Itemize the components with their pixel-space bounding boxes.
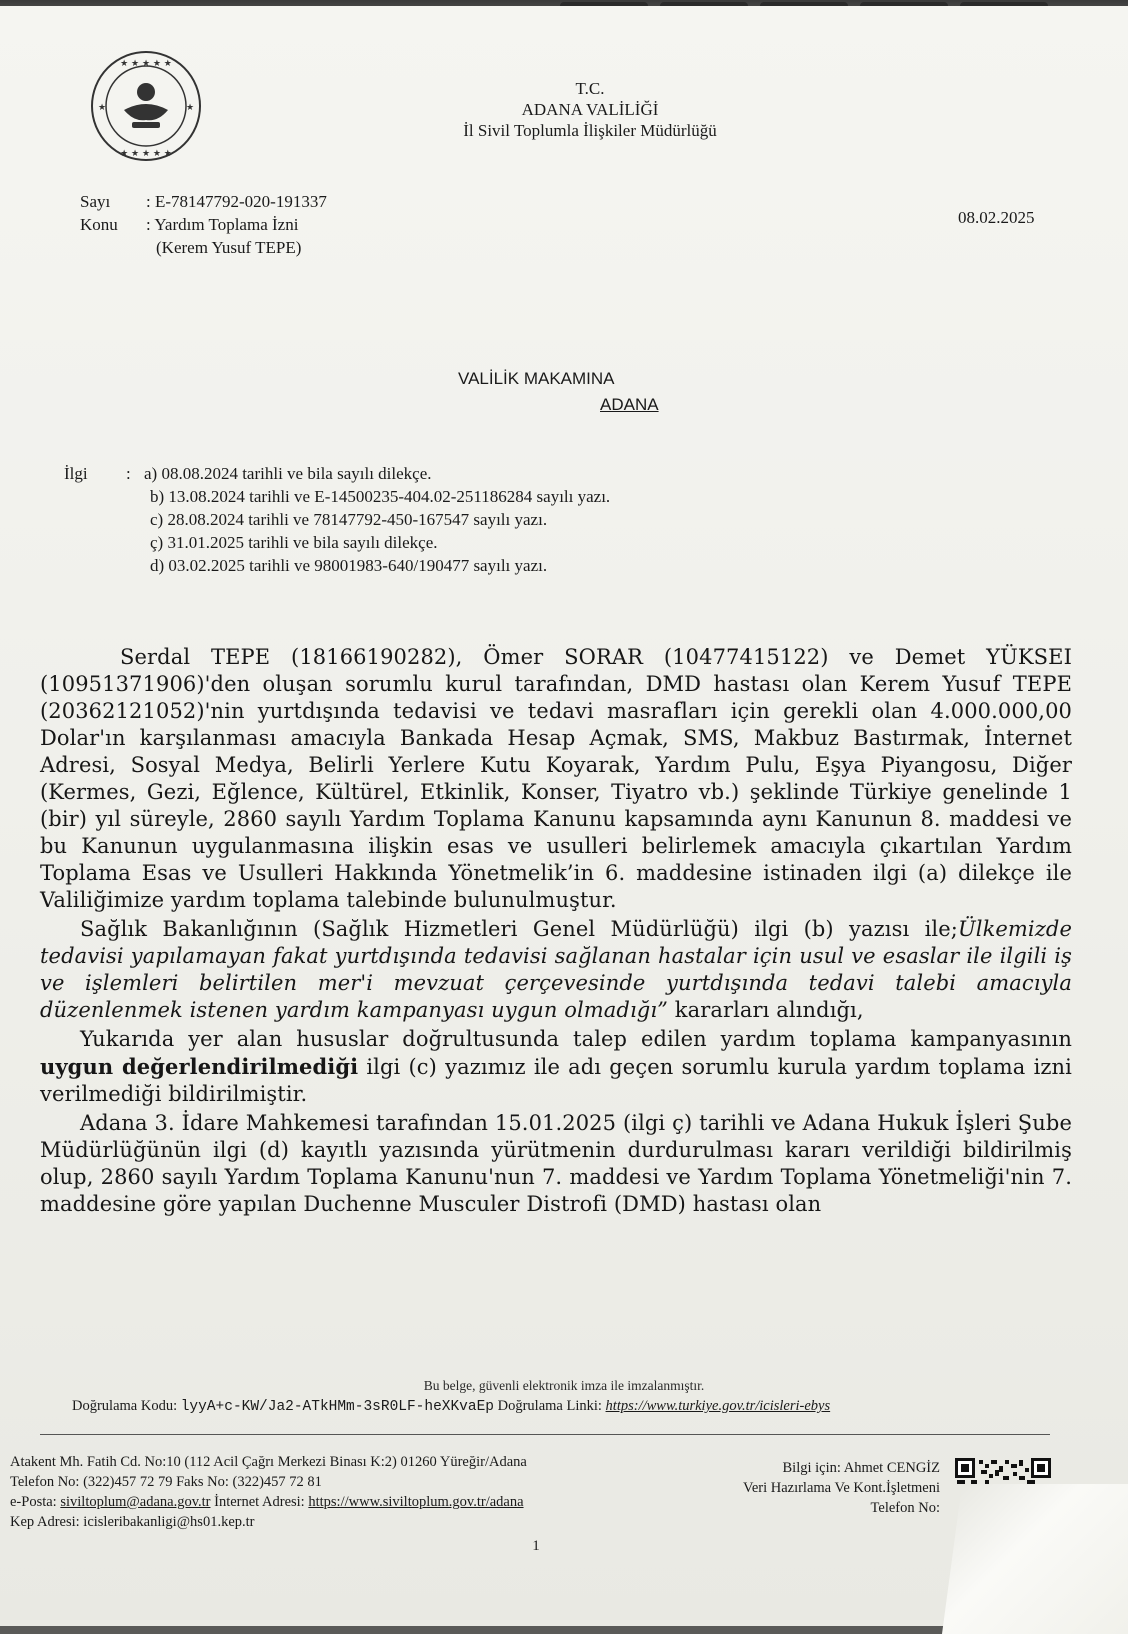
footer-email-web bbox=[10, 1492, 527, 1512]
ilgi-label: İlgi bbox=[64, 464, 88, 483]
footer-address-block bbox=[10, 1452, 527, 1532]
paragraph-3-start: Yukarıda yer alan hususlar doğrultusunda talep edilen yardım toplama kampanyasının bbox=[80, 1027, 1072, 1051]
verify-code-label: Doğrulama Kodu: bbox=[72, 1398, 178, 1414]
reference-item: a) 08.08.2024 tarihli ve bila sayılı dilekçe. bbox=[144, 464, 432, 483]
paragraph-2-end: kararları alındığı, bbox=[667, 998, 864, 1022]
header-directorate: İl Sivil Toplumla İlişkiler Müdürlüğü bbox=[463, 121, 717, 140]
svg-text:★ ★ ★ ★ ★: ★ ★ ★ ★ ★ bbox=[120, 59, 172, 69]
konu-value: : Yardım Toplama İzni bbox=[146, 215, 299, 234]
paragraph-2 bbox=[40, 916, 1072, 1024]
ilgi-colon: : bbox=[126, 464, 131, 483]
footer-divider bbox=[40, 1434, 1050, 1435]
info-person: Bilgi için: Ahmet CENGİZ bbox=[782, 1460, 940, 1476]
verify-link[interactable]: https://www.turkiye.gov.tr/icisleri-ebys bbox=[605, 1398, 831, 1414]
email-label: e-Posta: bbox=[10, 1494, 57, 1510]
svg-text:★: ★ bbox=[186, 103, 195, 113]
reference-item: c) 28.08.2024 tarihli ve 78147792-450-167547 sayılı yazı. bbox=[150, 510, 548, 529]
qr-code-icon bbox=[955, 1458, 1051, 1484]
document-header bbox=[380, 78, 800, 141]
footer-kep: Kep Adresi: icisleribakanligi@hs01.kep.tr bbox=[10, 1514, 255, 1530]
konu-label: Konu bbox=[80, 215, 118, 234]
addressee-city: ADANA bbox=[600, 395, 659, 414]
info-role: Veri Hazırlama Ve Kont.İşletmeni bbox=[742, 1480, 940, 1496]
info-phone: Telefon No: bbox=[870, 1500, 940, 1516]
footer-address: Atakent Mh. Fatih Cd. No:10 (112 Acil Çağrı Merkezi Binası K:2) 01260 Yüreğir/Adana bbox=[10, 1454, 527, 1470]
reference-list bbox=[64, 462, 610, 577]
paragraph-3-bold: uygun değerlendirilmediği bbox=[40, 1054, 359, 1079]
paragraph-1: Serdal TEPE (18166190282), Ömer SORAR (10477415122) ve Demet YÜKSEI (10951371906)'den oluşan sorumlu kurul tarafından, DMD hastası olan Kerem Yusuf TEPE (20362121052)'nin yurtdışında tedavisi ve tedavi masrafları için gerekli olan 4.000.000,00 Dolar'ın karşılanması amacıyla Bankada Hesap Açmak, SMS, Makbuz Bastırmak, İnternet Adresi, Sosyal Medya, Belirli Yerlere Kutu Koyarak, Yardım Pulu, Eşya Piyangosu, Diğer (Kermes, Gezi, Eğlence, Kültürel, Etkinlik, Konser, Tiyatro vb.) şeklinde Türkiye genelinde 1 (bir) yıl süreyle, 2860 sayılı Yardım Toplama Kanunu kapsamında aynı Kanunun 8. maddesi ve bu Kanunun uygulanmasına ilişkin esas ve usulleri belirlemek amacıyla çıkartılan Yardım Toplama Esas ve Usulleri Hakkında Yönetmelik’in 6. maddesine istinaden ilgi (a) dilekçe ile Valiliğimize yardım toplama talebinde bulunulmuştur. bbox=[40, 645, 1072, 912]
paragraph-2-start: Sağlık Bakanlığının (Sağlık Hizmetleri Genel Müdürlüğü) ilgi (b) yazısı ile; bbox=[80, 917, 958, 941]
web-label: İnternet Adresi: bbox=[214, 1494, 305, 1510]
svg-text:★ ★ ★ ★ ★: ★ ★ ★ ★ ★ bbox=[120, 149, 172, 159]
footer-contact bbox=[743, 1458, 940, 1518]
document-body bbox=[40, 644, 1072, 1220]
header-governorship: ADANA VALİLİĞİ bbox=[521, 100, 659, 119]
addressee-office: VALİLİK MAKAMINA bbox=[458, 369, 615, 388]
email-link[interactable]: siviltoplum@adana.gov.tr bbox=[60, 1494, 211, 1510]
sayi-label: Sayı bbox=[80, 192, 111, 211]
svg-text:★: ★ bbox=[98, 103, 107, 113]
paragraph-4: Adana 3. İdare Mahkemesi tarafından 15.01.2025 (ilgi ç) tarihli ve Adana Hukuk İşleri Şube Müdürlüğünün ilgi (d) kayıtlı yazısında yürütmenin durdurulması kararı verildiği bildirilmiş olup, 2860 sayılı Yardım Toplama Kanunu'nun 7. maddesi ve Yardım Toplama Yönetmeliği'nin 7. maddesine göre yapılan Duchenne Musculer Distrofi (DMD) hastası olan bbox=[40, 1111, 1072, 1216]
verify-code: lyyA+c-KW/Ja2-ATkHMm-3sR0LF-heXKvaEp bbox=[180, 1399, 494, 1415]
paragraph-3 bbox=[40, 1026, 1072, 1108]
reference-item: ç) 31.01.2025 tarihli ve bila sayılı dilekçe. bbox=[150, 533, 438, 552]
page-curl bbox=[942, 1484, 1128, 1634]
document-page bbox=[0, 6, 1128, 1626]
verify-link-label: Doğrulama Linki: bbox=[497, 1398, 602, 1414]
paragraph-2-italic: Ülkemizde tedavisi yapılamayan fakat yurtdışında tedavisi sağlanan hastalar için usul ve esaslar ile ilgili iş ve işlemleri belirtilen mer'i mevzuat çerçevesinde yurtdışında tedavi talebi amacıyla düzenlenmek istenen yardım kampanyası uygun olmadığı” bbox=[40, 917, 1072, 1022]
reference-item: d) 03.02.2025 tarihli ve 98001983-640/190477 sayılı yazı. bbox=[150, 556, 548, 575]
sayi-value: : E-78147792-020-191337 bbox=[146, 192, 327, 211]
reference-item: b) 13.08.2024 tarihli ve E-14500235-404.02-251186284 sayılı yazı. bbox=[150, 487, 611, 506]
footer-phone: Telefon No: (322)457 72 79 Faks No: (322)457 72 81 bbox=[10, 1474, 322, 1490]
paragraph-3-end: ilgi (c) yazımız ile adı geçen sorumlu kurula yardım toplama izni verilmediği bildirilmiştir. bbox=[40, 1055, 1072, 1106]
document-date: 08.02.2025 bbox=[958, 208, 1035, 227]
verification-line bbox=[72, 1398, 830, 1415]
ministry-seal-icon bbox=[86, 50, 206, 162]
konu-value-2: (Kerem Yusuf TEPE) bbox=[156, 238, 302, 257]
web-link[interactable]: https://www.siviltoplum.gov.tr/adana bbox=[308, 1494, 524, 1510]
page-number: 1 bbox=[532, 1538, 540, 1554]
header-tc: T.C. bbox=[575, 79, 605, 98]
addressee bbox=[458, 366, 659, 418]
document-meta bbox=[80, 190, 327, 259]
esign-note: Bu belge, güvenli elektronik imza ile imzalanmıştır. bbox=[423, 1378, 705, 1393]
